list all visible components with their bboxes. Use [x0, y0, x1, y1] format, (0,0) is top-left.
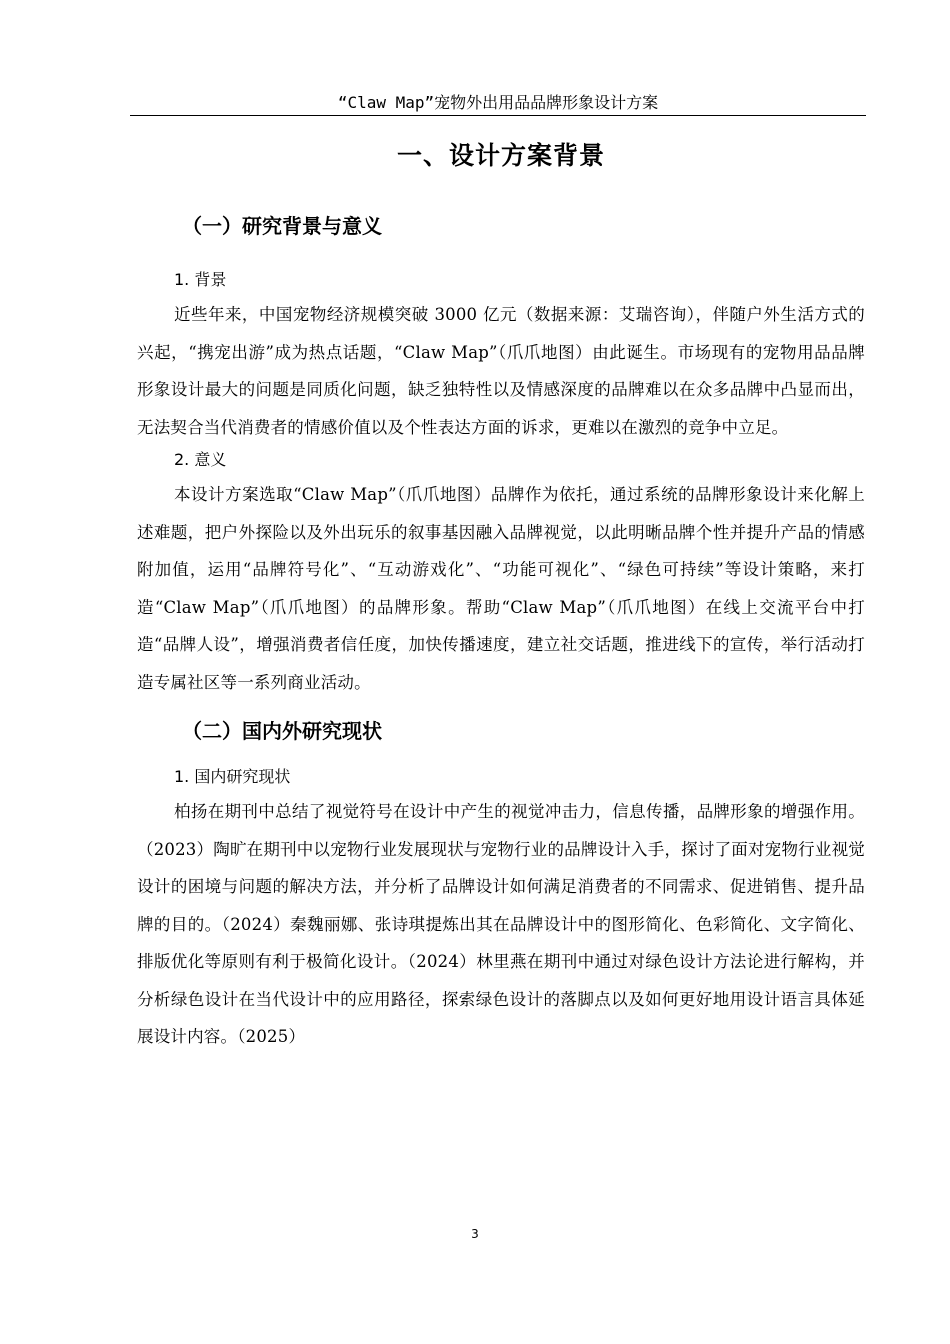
page-number: 3	[471, 1227, 479, 1241]
header-rule	[130, 115, 866, 116]
paragraph-background: 近些年来，中国宠物经济规模突破 3000 亿元（数据来源：艾瑞咨询），伴随户外生活方式的兴起，“携宠出游”成为热点话题，“Claw Map”（爪爪地图）由此诞生。市场现有的宠物用品品牌形象设计最大的问题是同质化问题，缺乏独特性以及情感深度的品牌难以在众多品牌中凸显而出，无法契合当代消费者的情感价值以及个性表达方面的诉求，更难以在激烈的竞争中立足。	[137, 305, 865, 437]
subsection-title-domestic-status: 1. 国内研究现状	[174, 767, 291, 786]
paragraph-domestic-status: 柏扬在期刊中总结了视觉符号在设计中产生的视觉冲击力，信息传播，品牌形象的增强作用。（2023）陶旷在期刊中以宠物行业发展现状与宠物行业的品牌设计入手，探讨了面对宠物行业视觉设计的困境与问题的解决方法，并分析了品牌设计如何满足消费者的不同需求、促进销售、提升品牌的目的。（2024）秦魏丽娜、张诗琪提炼出其在品牌设计中的图形简化、色彩简化、文字简化、排版优化等原则有利于极简化设计。（2024）林里燕在期刊中通过对绿色设计方法论进行解构，并分析绿色设计在当代设计中的应用路径，探索绿色设计的落脚点以及如何更好地用设计语言具体延展设计内容。（2025）	[137, 802, 865, 1046]
running-header: “Claw Map”宠物外出用品品牌形象设计方案	[337, 93, 659, 112]
section-title-research-background: （一）研究背景与意义	[182, 214, 382, 238]
subsection-title-background: 1. 背景	[174, 270, 227, 289]
subsection-title-significance: 2. 意义	[174, 450, 227, 469]
section-title-research-status: （二）国内外研究现状	[182, 719, 382, 743]
chapter-title: 一、设计方案背景	[396, 141, 605, 170]
page-content	[137, 140, 865, 1056]
paragraph-significance: 本设计方案选取“Claw Map”（爪爪地图）品牌作为依托，通过系统的品牌形象设计来化解上述难题，把户外探险以及外出玩乐的叙事基因融入品牌视觉，以此明晰品牌个性并提升产品的情感附加值，运用“品牌符号化”、“互动游戏化”、“功能可视化”、“绿色可持续”等设计策略，来打造“Claw Map”（爪爪地图）的品牌形象。帮助“Claw Map”（爪爪地图）在线上交流平台中打造“品牌人设”，增强消费者信任度，加快传播速度，建立社交话题，推进线下的宣传，举行活动打造专属社区等一系列商业活动。	[137, 485, 865, 692]
